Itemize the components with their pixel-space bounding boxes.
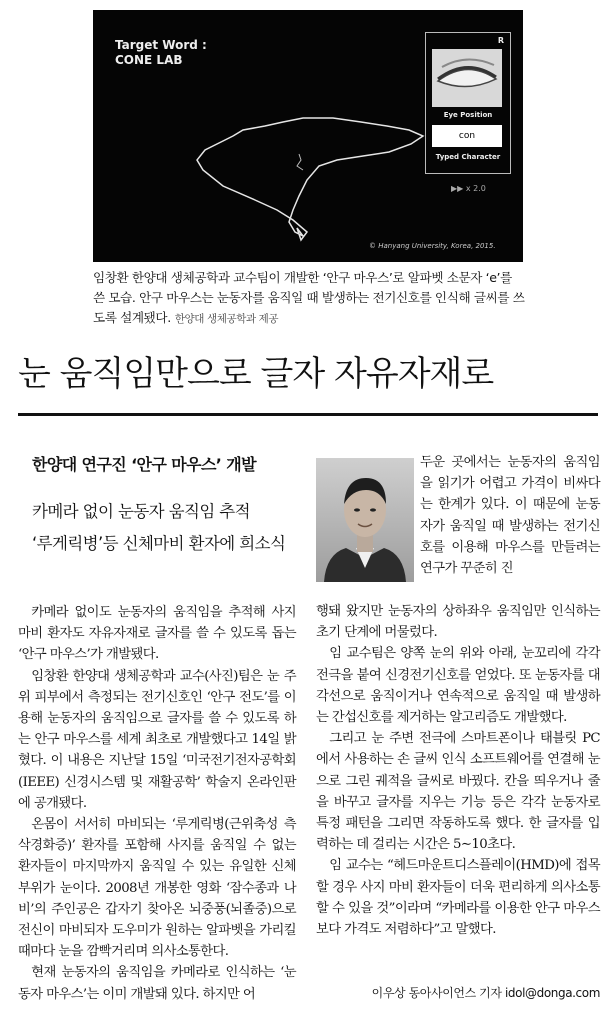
panel-r-label: R <box>497 36 504 45</box>
playback-speed: ▶▶ x 2.0 <box>451 184 486 193</box>
column-2-wrap <box>420 452 600 579</box>
paragraph: 현재 눈동자의 움직임을 카메라로 인식하는 ‘눈동자 마우스’는 이미 개발돼 있다. 하지만 어 <box>18 965 296 1002</box>
paragraph: 임창환 한양대 생체공학과 교수(사진)팀은 눈 주위 피부에서 측정되는 전기신호인 ‘안구 전도’를 이용해 눈동자의 움직임으로 글자를 쓸 수 있도록 하는 안구 마우스를 세계 최초로 개발했다고 14일 밝혔다. 이 내용은 지난달 15일 ‘미국전기전자공학회(IEEE) 신경시스템 및 재활공학’ 학술지 온라인판에 공개됐다. <box>18 668 296 811</box>
typed-character-box: con <box>432 125 502 147</box>
paragraph: 임 교수는 “헤드마운트디스플레이(HMD)에 접목할 경우 사지 마비 환자들이 더욱 편리하게 의사소통할 수 있을 것”이라며 “카메라를 이용한 안구 마우스보다 가격도 저렴하다”고 말했다. <box>316 858 600 938</box>
person-icon <box>316 458 414 582</box>
byline: 이우상 동아사이언스 기자 idol@donga.com <box>371 986 600 1000</box>
column-2 <box>316 601 600 940</box>
eye-position-panel <box>425 32 511 174</box>
paragraph: 두운 곳에서는 눈동자의 움직임을 읽기가 어렵고 가격이 비싸다는 한계가 있다. 이 때문에 눈동자가 움직일 때 발생하는 전기신호를 이용해 마우스를 만들려는 연구가 꾸준히 진 <box>420 455 600 577</box>
target-word-caption: Target Word : <box>115 38 207 52</box>
column-1 <box>18 602 296 1005</box>
subhead-3: ‘루게릭병’등 신체마비 환자에 희소식 <box>32 534 286 553</box>
headline: 눈 움직임만으로 글자 자유자재로 <box>18 354 494 394</box>
caption-text: 임창환 한양대 생체공학과 교수팀이 개발한 ‘안구 마우스’로 알파벳 소문자 ‘e’를 쓴 모습. 안구 마우스는 눈동자를 움직일 때 발생하는 전기신호를 인식해 글씨를 쓰도록 설계됐다. <box>93 270 525 325</box>
portrait-photo <box>316 458 414 582</box>
article-photo <box>93 10 523 262</box>
caption-source: 한양대 생체공학과 제공 <box>174 313 279 325</box>
photo-caption <box>93 268 525 329</box>
subhead-2: 카메라 없이 눈동자 움직임 추적 <box>32 502 250 521</box>
paragraph: 온몸이 서서히 마비되는 ‘루게릭병(근위축성 측삭경화증)’ 환자를 포함해 사지를 움직일 수 없는 환자들이 마지막까지 움직일 수 있는 유일한 신체 부위가 눈이다. 2008년 개봉한 영화 ‘잠수종과 나비’의 주인공은 갑자기 찾아온 뇌중풍(뇌졸중)으로 전신이 마비되자 도우미가 원하는 알파벳을 가리킬 때마다 눈을 깜빡거리며 의사소통한다. <box>18 817 296 960</box>
paragraph: 그리고 눈 주변 전극에 스마트폰이나 태블릿 PC에서 사용하는 손 글씨 인식 소프트웨어를 연결해 눈으로 그린 궤적을 글씨로 바꿨다. 칸을 띄우거나 줄을 바꾸고 글자를 지우는 기능 등은 각각 눈동자로 특정 패턴을 그리면 작동하도록 했다. 한 글자를 입력하는 데 걸리는 시간은 5∼10초다. <box>316 731 600 853</box>
typed-character-label: Typed Character <box>435 153 501 161</box>
headline-rule <box>18 413 598 416</box>
eye-position-label: Eye Position <box>443 111 493 119</box>
eye-icon <box>432 49 502 107</box>
paragraph: 행돼 왔지만 눈동자의 상하좌우 움직임만 인식하는 초기 단계에 머물렀다. <box>316 604 600 641</box>
subhead-1: 한양대 연구진 ‘안구 마우스’ 개발 <box>32 455 256 474</box>
paragraph: 임 교수팀은 양쪽 눈의 위와 아래, 눈꼬리에 각각 전극을 붙여 신경전기신호를 얻었다. 또 눈동자를 대각선으로 움직이거나 연속적으로 움직일 때 발생하는 간섭신호를 제거하는 알고리즘도 개발했다. <box>316 646 600 726</box>
target-word-label <box>115 38 207 68</box>
paragraph: 카메라 없이도 눈동자의 움직임을 추적해 사지 마비 환자도 자유자재로 글자를 쓸 수 있도록 돕는 ‘안구 마우스’가 개발됐다. <box>18 605 296 663</box>
target-word-value: CONE LAB <box>115 53 183 67</box>
photo-credit: © Hanyang University, Korea, 2015. <box>369 242 496 250</box>
eye-image <box>432 49 502 107</box>
